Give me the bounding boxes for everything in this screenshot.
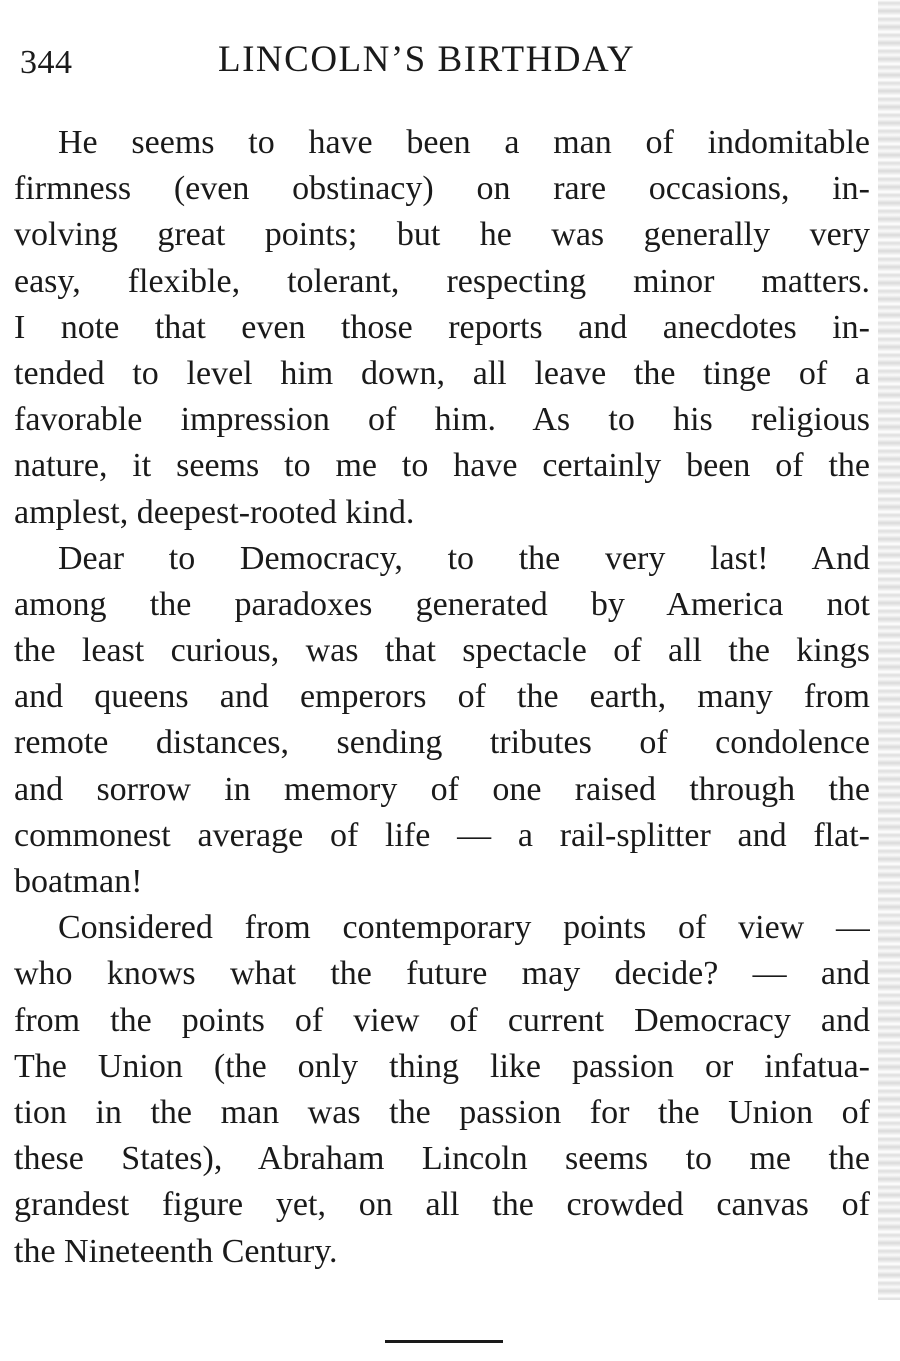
text-line: commonest average of life — a rail-splitter and flat- [14, 816, 870, 854]
text-line: among the paradoxes generated by America not [14, 585, 870, 623]
text-line: amplest, deepest-rooted kind. [14, 493, 415, 531]
page-number: 344 [20, 44, 73, 81]
text-line: tended to level him down, all leave the tinge of a [14, 354, 870, 392]
section-end-rule [385, 1340, 503, 1343]
text-line: firmness (even obstinacy) on rare occasions, in- [14, 170, 870, 208]
running-head [20, 38, 875, 88]
paragraph-2 [14, 536, 870, 906]
text-line: The Union (the only thing like passion or infatua- [14, 1047, 870, 1085]
text-line: grandest figure yet, on all the crowded canvas of [14, 1186, 870, 1224]
text-line: nature, it seems to me to have certainly been of the [14, 447, 870, 485]
text-line: and sorrow in memory of one raised through the [14, 770, 870, 808]
text-line: who knows what the future may decide? — and [14, 955, 870, 993]
text-line: boatman! [14, 863, 143, 900]
text-line: tion in the man was the passion for the Union of [14, 1093, 870, 1131]
paragraph-3 [14, 905, 870, 1275]
text-line: easy, flexible, tolerant, respecting minor matters. [14, 262, 870, 300]
text-line: these States), Abraham Lincoln seems to me the [14, 1140, 870, 1178]
text-line: the least curious, was that spectacle of all the kings [14, 632, 870, 670]
body-text [14, 120, 870, 1275]
text-line: volving great points; but he was generally very [14, 216, 870, 254]
text-line: from the points of view of current Democracy and [14, 1001, 870, 1039]
paragraph-1 [14, 120, 870, 536]
scan-edge-shading [878, 0, 900, 1300]
text-line: remote distances, sending tributes of condolence [14, 724, 870, 762]
text-line: Dear to Democracy, to the very last! And [58, 539, 870, 577]
text-line: and queens and emperors of the earth, many from [14, 678, 870, 716]
text-line: the Nineteenth Century. [14, 1232, 338, 1270]
text-line: I note that even those reports and anecdotes in- [14, 308, 870, 346]
text-line: He seems to have been a man of indomitable [58, 124, 870, 161]
text-line: favorable impression of him. As to his religious [14, 401, 870, 439]
running-title: LINCOLN’S BIRTHDAY [218, 39, 636, 80]
text-line: Considered from contemporary points of view — [58, 909, 870, 947]
